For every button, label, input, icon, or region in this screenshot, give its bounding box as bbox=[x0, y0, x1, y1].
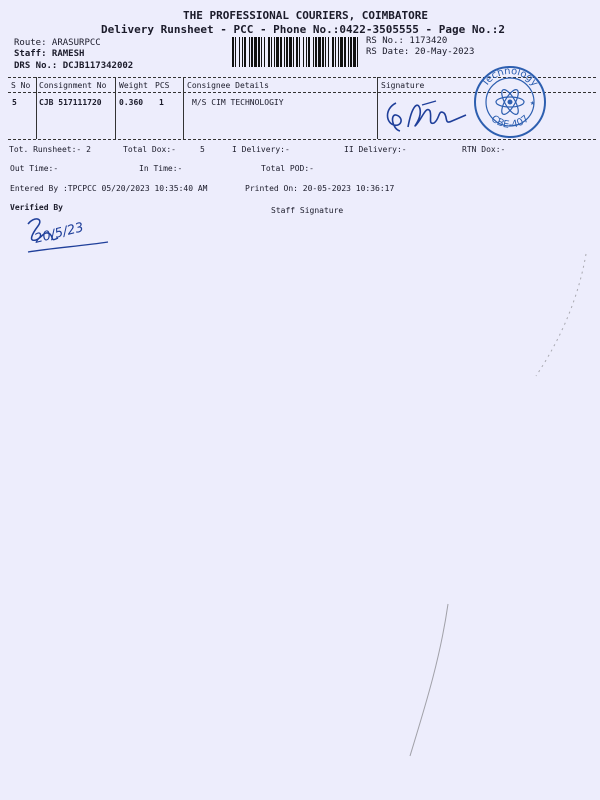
barcode-bar bbox=[296, 37, 298, 67]
total-pod: Total POD:- bbox=[261, 164, 314, 173]
barcode-bar bbox=[299, 37, 300, 67]
barcode-bar bbox=[340, 37, 343, 67]
barcode-bar bbox=[357, 37, 358, 67]
barcode-bar bbox=[254, 37, 257, 67]
barcode-bar bbox=[268, 37, 270, 67]
barcode-bar bbox=[335, 37, 336, 67]
barcode-bar bbox=[258, 37, 260, 67]
row-consignment: CJB 517111720 bbox=[39, 98, 102, 107]
barcode-bar bbox=[350, 37, 352, 67]
scan-streak bbox=[530, 250, 590, 380]
barcode-bar bbox=[276, 37, 279, 67]
scan-streak bbox=[400, 600, 460, 760]
barcode-bar bbox=[303, 37, 304, 67]
barcode-bar bbox=[274, 37, 275, 67]
column-divider bbox=[115, 77, 116, 139]
header-sno: S No bbox=[11, 81, 31, 90]
barcode-bar bbox=[353, 37, 356, 67]
barcode-bar bbox=[286, 37, 288, 67]
star-icon: ★ bbox=[530, 98, 535, 107]
barcode-bar bbox=[235, 37, 236, 67]
barcode-bar bbox=[293, 37, 294, 67]
barcode-bar bbox=[344, 37, 346, 67]
handwritten-date: 20/5/23 bbox=[32, 220, 86, 247]
entered-by: Entered By :TPCPCC 05/20/2023 10:35:40 AM bbox=[10, 184, 208, 193]
out-time: Out Time:- bbox=[10, 164, 59, 173]
staff-signature-label: Staff Signature bbox=[271, 206, 344, 215]
barcode-bar bbox=[332, 37, 334, 67]
stamp-bottom-text: CBE-407 bbox=[488, 113, 532, 131]
barcode-bar bbox=[251, 37, 253, 67]
row-pcs: 1 bbox=[159, 98, 164, 107]
barcode bbox=[232, 37, 360, 67]
drs-number: DRS No.: DCJB117342002 bbox=[14, 61, 134, 71]
barcode-bar bbox=[239, 37, 240, 67]
receiver-signature bbox=[382, 95, 472, 137]
stamp-top-text: Technology bbox=[479, 65, 540, 89]
barcode-bar bbox=[348, 37, 349, 67]
row-sno: 5 bbox=[12, 98, 17, 107]
verified-by-label: Verified By bbox=[10, 203, 63, 212]
total-dox-label: Total Dox:- bbox=[123, 145, 176, 154]
row-consignee: M/S CIM TECHNOLOGIY bbox=[192, 98, 284, 107]
column-divider bbox=[183, 77, 184, 139]
header-consignee: Consignee Details bbox=[187, 81, 269, 90]
barcode-bar bbox=[313, 37, 314, 67]
barcode-bar bbox=[232, 37, 234, 67]
in-time: In Time:- bbox=[139, 164, 183, 173]
header-weight: Weight bbox=[119, 81, 148, 90]
barcode-bar bbox=[308, 37, 310, 67]
rs-date: RS Date: 20-May-2023 bbox=[366, 47, 475, 57]
row-weight: 0.360 bbox=[119, 98, 144, 107]
barcode-bar bbox=[289, 37, 292, 67]
barcode-bar bbox=[338, 37, 339, 67]
column-divider bbox=[377, 77, 378, 139]
barcode-bar bbox=[264, 37, 265, 67]
rs-number: RS No.: 1173420 bbox=[366, 36, 448, 46]
barcode-bar bbox=[242, 37, 243, 67]
svg-text:CBE-407 bbox=[489, 113, 532, 130]
barcode-bar bbox=[328, 37, 329, 67]
company-stamp bbox=[470, 62, 550, 142]
barcode-bar bbox=[315, 37, 317, 67]
barcode-bar bbox=[249, 37, 250, 67]
ii-delivery: II Delivery:- bbox=[344, 145, 407, 154]
barcode-bar bbox=[325, 37, 326, 67]
column-divider bbox=[36, 77, 37, 139]
total-runsheet: Tot. Runsheet:- 2 bbox=[9, 145, 91, 154]
header-pcs: PCS bbox=[155, 81, 170, 90]
barcode-bar bbox=[261, 37, 262, 67]
barcode-bar bbox=[284, 37, 285, 67]
company-title: THE PROFESSIONAL COURIERS, COIMBATORE bbox=[183, 9, 429, 22]
barcode-bar bbox=[280, 37, 282, 67]
header-signature: Signature bbox=[381, 81, 425, 90]
barcode-bar bbox=[271, 37, 272, 67]
runsheet-subtitle: Delivery Runsheet - PCC - Phone No.:0422-3505555 - Page No.:2 bbox=[101, 23, 505, 36]
header-consignment: Consignment No bbox=[39, 81, 107, 90]
barcode-bar bbox=[322, 37, 324, 67]
barcode-bar bbox=[306, 37, 307, 67]
staff-label: Staff: RAMESH bbox=[14, 49, 85, 59]
rtn-dox: RTN Dox:- bbox=[462, 145, 506, 154]
total-dox-value: 5 bbox=[200, 145, 205, 154]
i-delivery: I Delivery:- bbox=[232, 145, 290, 154]
barcode-bar bbox=[244, 37, 246, 67]
route-label: Route: ARASURPCC bbox=[14, 38, 101, 48]
barcode-bar bbox=[318, 37, 321, 67]
printed-on: Printed On: 20-05-2023 10:36:17 bbox=[245, 184, 395, 193]
